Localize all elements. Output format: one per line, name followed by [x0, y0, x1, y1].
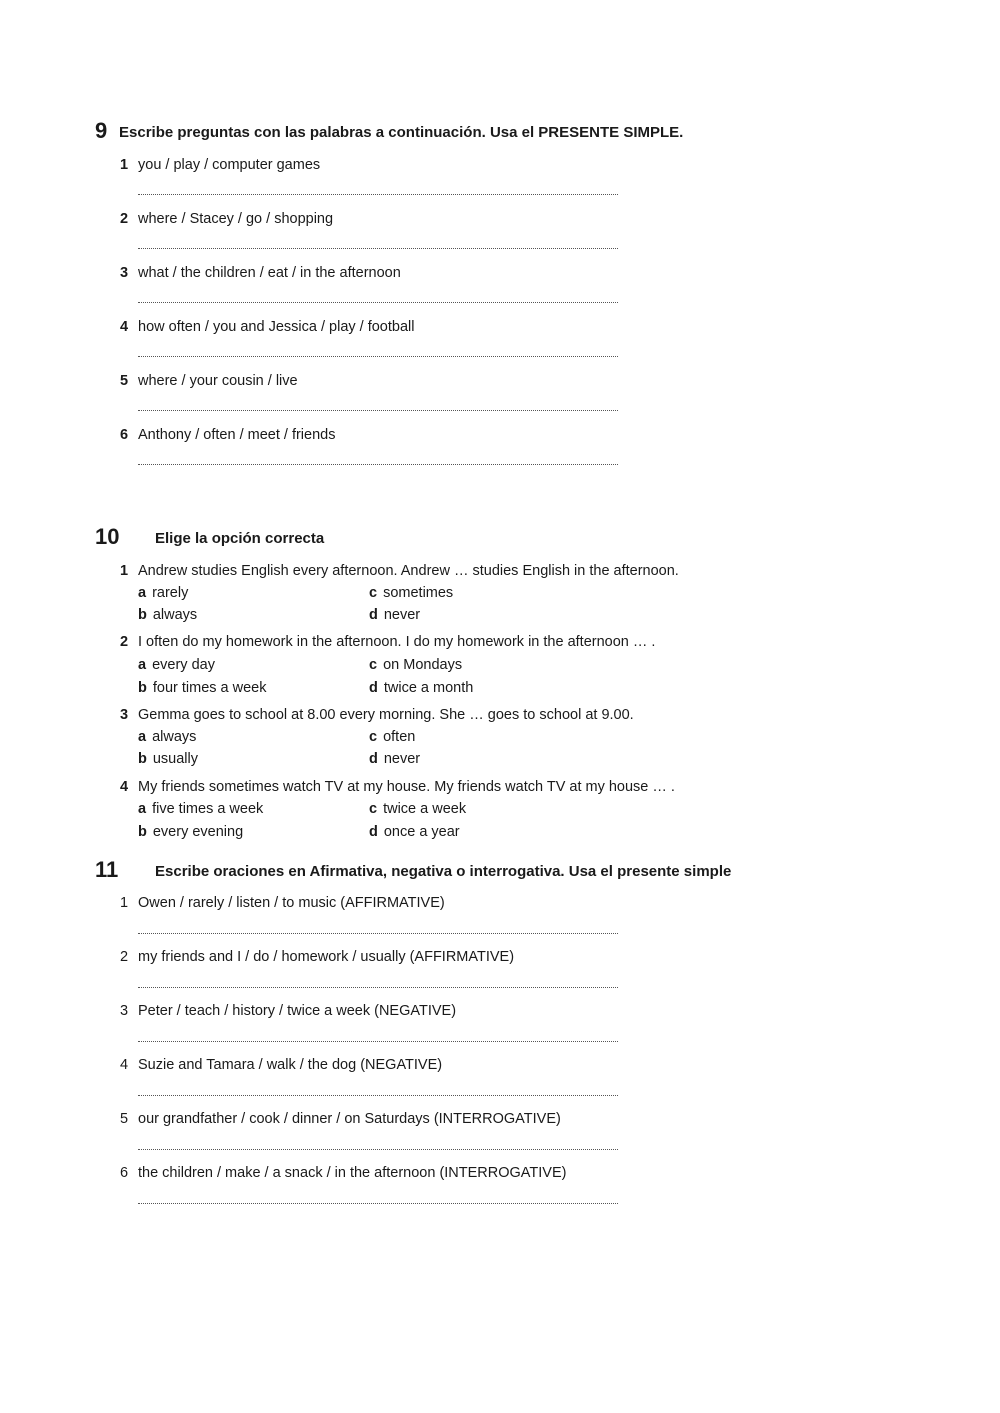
question-text: Andrew studies English every afternoon. Andrew … studies English in the afternoon. [138, 563, 679, 579]
option-c[interactable] [369, 800, 466, 818]
option-text: on Mondays [383, 657, 463, 673]
option-letter: b [138, 751, 147, 767]
answer-line[interactable] [138, 410, 618, 411]
option-letter: d [369, 607, 378, 623]
option-text: always [152, 607, 198, 623]
option-text: rarely [152, 585, 189, 601]
option-text: every day [152, 657, 215, 673]
item-number: 2 [120, 949, 129, 965]
option-letter: c [369, 657, 378, 673]
option-letter: d [369, 751, 378, 767]
option-text: five times a week [152, 801, 264, 817]
option-b[interactable] [138, 823, 243, 841]
item-number: 4 [120, 1057, 129, 1073]
option-letter: c [369, 801, 378, 817]
item-number: 6 [120, 427, 129, 443]
option-letter: a [138, 657, 147, 673]
answer-line[interactable] [138, 987, 618, 988]
item-number: 5 [120, 1111, 129, 1127]
option-text: twice a month [383, 680, 474, 696]
option-letter: b [138, 680, 147, 696]
question-text: Gemma goes to school at 8.00 every morning. She … goes to school at 9.00. [138, 707, 634, 723]
item-prompt: Anthony / often / meet / friends [138, 427, 336, 443]
item-prompt: the children / make / a snack / in the afternoon (INTERROGATIVE) [138, 1165, 567, 1181]
option-a[interactable] [138, 728, 196, 746]
option-letter: d [369, 824, 378, 840]
option-text: every evening [152, 824, 244, 840]
question-text: I often do my homework in the afternoon. I do my homework in the afternoon … . [138, 634, 656, 650]
exercise-11-number: 11 [95, 857, 119, 882]
item-prompt: my friends and I / do / homework / usually (AFFIRMATIVE) [138, 949, 515, 965]
answer-line[interactable] [138, 1095, 618, 1096]
option-d[interactable] [369, 679, 473, 697]
item-number: 4 [120, 319, 129, 335]
answer-line[interactable] [138, 194, 618, 195]
answer-line[interactable] [138, 1149, 618, 1150]
option-a[interactable] [138, 800, 263, 818]
item-prompt: you / play / computer games [138, 157, 321, 173]
option-c[interactable] [369, 584, 453, 602]
item-prompt: Peter / teach / history / twice a week (NEGATIVE) [138, 1003, 457, 1019]
exercise-9-number: 9 [95, 118, 108, 143]
exercise-10-number: 10 [95, 524, 120, 549]
item-prompt: where / Stacey / go / shopping [138, 211, 334, 227]
answer-line[interactable] [138, 248, 618, 249]
answer-line[interactable] [138, 933, 618, 934]
item-number: 3 [120, 1003, 129, 1019]
item-prompt: how often / you and Jessica / play / football [138, 319, 415, 335]
option-b[interactable] [138, 750, 198, 768]
option-text: once a year [383, 824, 460, 840]
option-text: never [383, 607, 421, 623]
item-prompt: Suzie and Tamara / walk / the dog (NEGATIVE) [138, 1057, 443, 1073]
question-number: 4 [120, 779, 129, 795]
option-text: usually [152, 751, 198, 767]
option-d[interactable] [369, 823, 460, 841]
option-d[interactable] [369, 750, 420, 768]
exercise-11-title: Escribe oraciones en Afirmativa, negativa o interrogativa. Usa el presente simple [155, 863, 732, 880]
item-prompt: what / the children / eat / in the afternoon [138, 265, 401, 281]
item-number: 3 [120, 265, 129, 281]
option-letter: d [369, 680, 378, 696]
item-number: 6 [120, 1165, 129, 1181]
question-number: 3 [120, 707, 129, 723]
item-number: 2 [120, 211, 129, 227]
option-text: always [152, 729, 197, 745]
option-d[interactable] [369, 606, 420, 624]
option-text: sometimes [383, 585, 454, 601]
option-letter: a [138, 801, 147, 817]
option-b[interactable] [138, 606, 197, 624]
option-text: often [383, 729, 416, 745]
item-number: 5 [120, 373, 129, 389]
option-letter: b [138, 824, 147, 840]
answer-line[interactable] [138, 302, 618, 303]
answer-line[interactable] [138, 1041, 618, 1042]
item-prompt: our grandfather / cook / dinner / on Saturdays (INTERROGATIVE) [138, 1111, 561, 1127]
item-prompt: Owen / rarely / listen / to music (AFFIRMATIVE) [138, 895, 445, 911]
option-b[interactable] [138, 679, 267, 697]
question-text: My friends sometimes watch TV at my house. My friends watch TV at my house … . [138, 779, 675, 795]
option-text: four times a week [152, 680, 267, 696]
option-c[interactable] [369, 728, 415, 746]
option-a[interactable] [138, 656, 215, 674]
item-number: 1 [120, 157, 129, 173]
option-text: twice a week [383, 801, 467, 817]
answer-line[interactable] [138, 1203, 618, 1204]
exercise-10-title: Elige la opción correcta [155, 530, 325, 547]
option-letter: c [369, 729, 378, 745]
answer-line[interactable] [138, 356, 618, 357]
option-letter: c [369, 585, 378, 601]
option-letter: b [138, 607, 147, 623]
question-number: 1 [120, 563, 129, 579]
option-text: never [383, 751, 421, 767]
option-a[interactable] [138, 584, 188, 602]
option-c[interactable] [369, 656, 462, 674]
option-letter: a [138, 585, 147, 601]
answer-line[interactable] [138, 464, 618, 465]
option-letter: a [138, 729, 147, 745]
item-prompt: where / your cousin / live [138, 373, 298, 389]
question-number: 2 [120, 634, 129, 650]
exercise-9-title: Escribe preguntas con las palabras a continuación. Usa el PRESENTE SIMPLE. [119, 124, 684, 141]
item-number: 1 [120, 895, 129, 911]
